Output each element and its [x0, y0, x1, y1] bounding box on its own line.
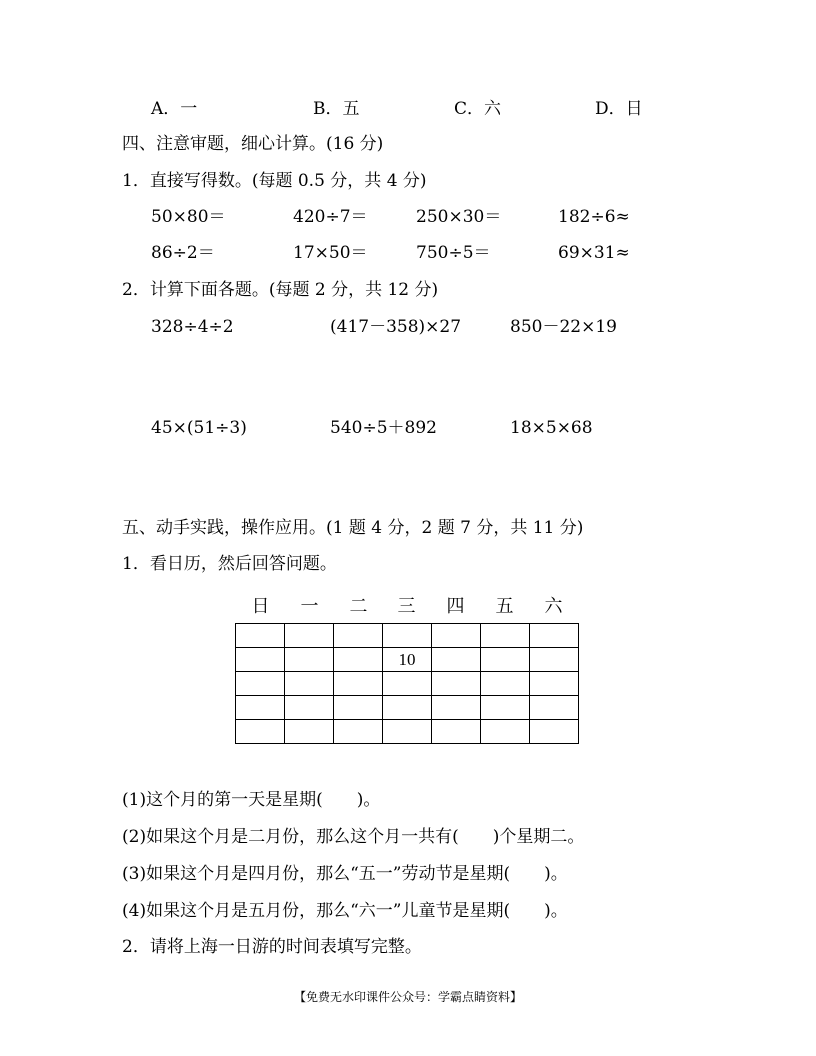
oral-calc-item: 69×31≈	[558, 243, 630, 263]
option-a: A．一	[151, 99, 198, 119]
question-4-1-title: 1．直接写得数。(每题 0.5 分，共 4 分)	[122, 171, 427, 191]
calendar-week-row	[236, 648, 579, 672]
calendar-cell	[432, 720, 481, 744]
weekday-header: 日	[251, 596, 270, 617]
option-d: D．日	[595, 99, 643, 119]
calendar-cell	[285, 648, 334, 672]
calendar-cell	[334, 648, 383, 672]
calendar-cell	[432, 696, 481, 720]
section-5-heading: 五、动手实践，操作应用。(1 题 4 分，2 题 7 分，共 11 分)	[122, 518, 584, 538]
section-4-heading: 四、注意审题，细心计算。(16 分)	[122, 134, 384, 154]
calendar-cell	[236, 672, 285, 696]
calendar-cell	[285, 720, 334, 744]
calendar-cell	[236, 648, 285, 672]
calc-expression: 540÷5＋892	[330, 418, 437, 438]
weekday-header: 六	[544, 596, 563, 617]
weekday-header: 三	[397, 596, 416, 617]
oral-calc-item: 50×80＝	[151, 207, 226, 227]
weekday-header: 五	[495, 596, 514, 617]
calendar-cell	[481, 624, 530, 648]
weekday-header: 二	[349, 596, 368, 617]
option-b: B．五	[313, 99, 360, 119]
calendar-cell	[383, 672, 432, 696]
weekday-header: 一	[300, 596, 319, 617]
option-c: C．六	[454, 99, 502, 119]
calendar-cell	[481, 720, 530, 744]
question-4-2-title: 2．计算下面各题。(每题 2 分，共 12 分)	[122, 280, 439, 300]
oral-calc-item: 86÷2＝	[151, 243, 215, 263]
calendar-cell	[432, 648, 481, 672]
calc-expression: 328÷4÷2	[151, 317, 234, 337]
calendar-cell	[530, 648, 579, 672]
calendar-cell	[530, 672, 579, 696]
calendar-week-row	[236, 624, 579, 648]
calc-expression: 850－22×19	[510, 317, 617, 337]
calendar-cell	[285, 696, 334, 720]
calendar-week-row	[236, 672, 579, 696]
calendar-cell	[334, 672, 383, 696]
oral-calc-item: 250×30＝	[416, 207, 502, 227]
calendar-cell-marked: 10	[383, 648, 432, 672]
calendar-week-row	[236, 696, 579, 720]
calendar-subquestion-4: (4)如果这个月是五月份，那么“六一”儿童节是星期( )。	[122, 901, 568, 921]
calc-expression: 18×5×68	[510, 418, 593, 438]
calendar-cell	[236, 696, 285, 720]
calendar-cell	[432, 624, 481, 648]
footer-note: 【免费无水印课件公众号：学霸点睛资料】	[293, 990, 522, 1004]
calendar-cell	[481, 696, 530, 720]
calendar-cell	[481, 648, 530, 672]
calendar-cell	[383, 624, 432, 648]
calendar-cell	[236, 720, 285, 744]
oral-calc-item: 182÷6≈	[558, 207, 630, 227]
calendar-cell	[530, 624, 579, 648]
question-5-2-title: 2．请将上海一日游的时间表填写完整。	[122, 937, 422, 957]
calendar-cell	[432, 672, 481, 696]
calendar-cell	[285, 672, 334, 696]
calendar-cell	[383, 696, 432, 720]
oral-calc-item: 420÷7＝	[293, 207, 368, 227]
calendar-cell	[236, 624, 285, 648]
calendar-subquestion-2: (2)如果这个月是二月份，那么这个月一共有( )个星期二。	[122, 827, 585, 847]
calendar-subquestion-1: (1)这个月的第一天是星期( )。	[122, 790, 381, 810]
weekday-header: 四	[446, 596, 465, 617]
calendar-subquestion-3: (3)如果这个月是四月份，那么“五一”劳动节是星期( )。	[122, 864, 568, 884]
calendar-cell	[334, 624, 383, 648]
question-5-1-title: 1．看日历，然后回答问题。	[122, 554, 337, 574]
calendar-cell	[285, 624, 334, 648]
oral-calc-item: 750÷5＝	[416, 243, 491, 263]
calendar-cell	[334, 720, 383, 744]
calendar-cell	[530, 720, 579, 744]
calc-expression: (417－358)×27	[330, 317, 462, 337]
calendar-cell	[530, 696, 579, 720]
calendar-week-row	[236, 720, 579, 744]
oral-calc-item: 17×50＝	[293, 243, 368, 263]
calc-expression: 45×(51÷3)	[151, 418, 247, 438]
calendar-cell	[334, 696, 383, 720]
calendar-cell	[383, 720, 432, 744]
calendar-grid	[235, 623, 579, 744]
calendar-cell	[481, 672, 530, 696]
